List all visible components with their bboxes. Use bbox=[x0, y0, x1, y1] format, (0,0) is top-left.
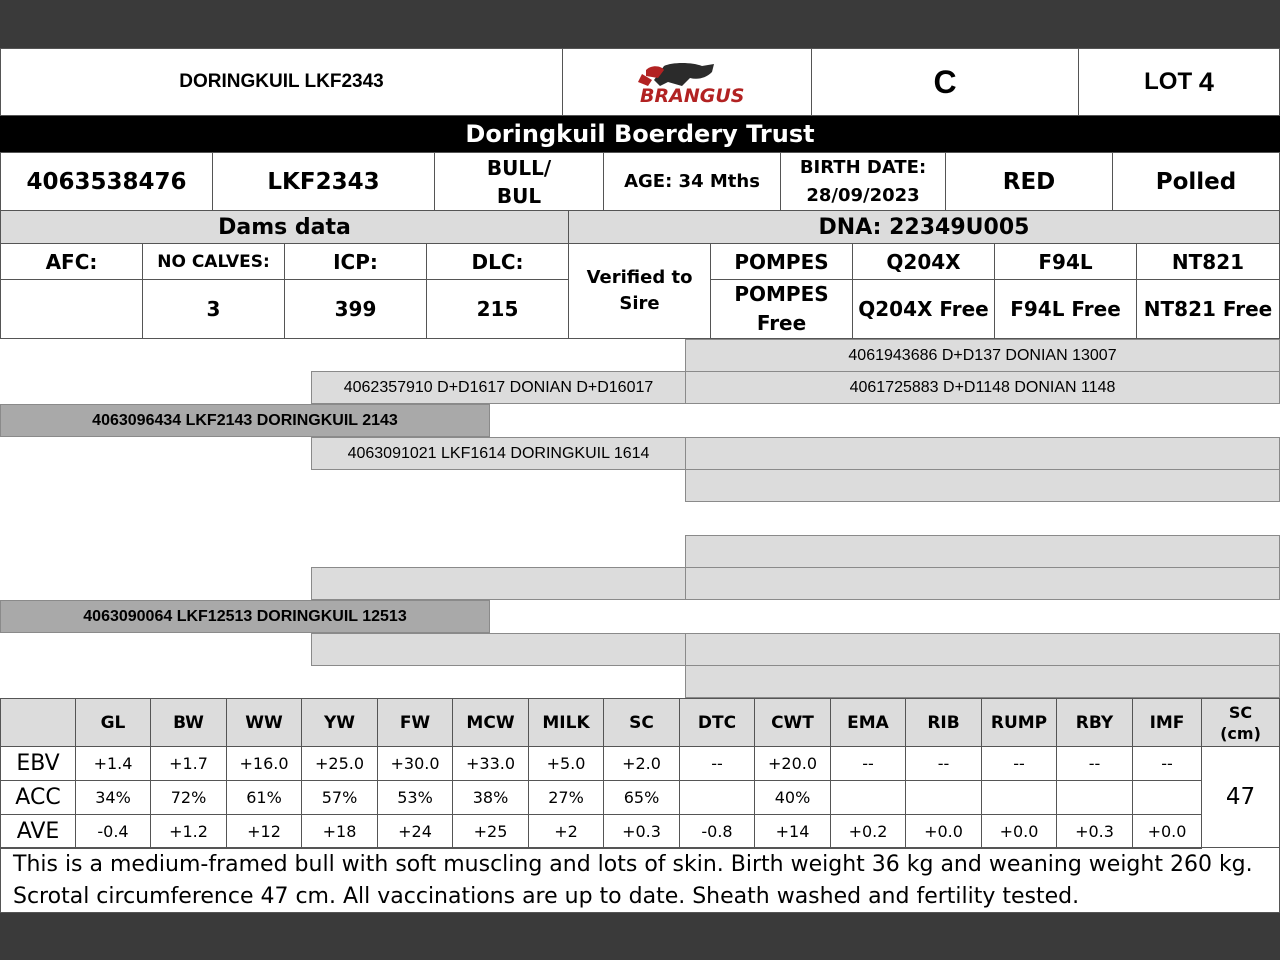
ebv-value-acc-sc: 65% bbox=[603, 780, 680, 815]
grade-letter: C bbox=[811, 48, 1079, 116]
ebv-value-ave-dtc: -0.8 bbox=[679, 814, 755, 849]
ebv-row-label-ave: AVE bbox=[0, 814, 76, 849]
ebv-value-acc-rib bbox=[905, 780, 982, 815]
id-number: 4063538476 bbox=[0, 152, 213, 211]
ebv-row-label-acc: ACC bbox=[0, 780, 76, 815]
ebv-value-ebv-rump: -- bbox=[981, 746, 1057, 781]
ebv-col-header-cwt: CWT bbox=[754, 698, 831, 747]
ebv-value-ebv-ww: +16.0 bbox=[226, 746, 302, 781]
svg-text:BRANGUS: BRANGUS bbox=[640, 85, 745, 107]
pedigree-dam-dam-sire bbox=[685, 633, 1280, 666]
ebv-value-ave-milk: +2 bbox=[528, 814, 604, 849]
dna-result-q204x: Q204X Free bbox=[852, 279, 995, 339]
ebv-col-header-rby: RBY bbox=[1056, 698, 1133, 747]
ebv-value-acc-rby bbox=[1056, 780, 1133, 815]
dna-result-nt821: NT821 Free bbox=[1136, 279, 1280, 339]
ebv-col-header-bw: BW bbox=[150, 698, 227, 747]
dna-result-pompes-line1: POMPES bbox=[734, 282, 829, 306]
ebv-value-ebv-yw: +25.0 bbox=[301, 746, 378, 781]
ebv-value-acc-milk: 27% bbox=[528, 780, 604, 815]
ebv-col-header-ema: EMA bbox=[830, 698, 906, 747]
ebv-value-ave-ema: +0.2 bbox=[830, 814, 906, 849]
ebv-col-header-milk: MILK bbox=[528, 698, 604, 747]
pedigree-sire-sire-dam: 4061725883 D+D1148 DONIAN 1148 bbox=[685, 371, 1280, 404]
ebv-value-ave-imf: +0.0 bbox=[1132, 814, 1202, 849]
verified-to-sire bbox=[568, 243, 711, 339]
pedigree-sire-sire: 4062357910 D+D1617 DONIAN D+D16017 bbox=[311, 371, 686, 404]
ebv-value-ebv-imf: -- bbox=[1132, 746, 1202, 781]
sc-cm-header bbox=[1201, 698, 1280, 747]
pedigree-dam-dam bbox=[311, 633, 686, 666]
ebv-col-header-imf: IMF bbox=[1132, 698, 1202, 747]
ebv-value-acc-mcw: 38% bbox=[452, 780, 529, 815]
dlc-label: DLC: bbox=[426, 243, 569, 280]
ebv-value-acc-gl: 34% bbox=[75, 780, 151, 815]
ebv-value-acc-imf bbox=[1132, 780, 1202, 815]
comments-text: This is a medium-framed bull with soft muscling and lots of skin. Birth weight 36 kg and weaning weight 260 kg. Scrotal circumference 47 cm. All vaccinations are up to date. Sheath washed and fertility tested. bbox=[0, 847, 1280, 913]
dams-data-title: Dams data bbox=[0, 210, 569, 244]
dna-test-nt821: NT821 bbox=[1136, 243, 1280, 280]
pedigree-dam-sire-dam bbox=[685, 567, 1280, 600]
ebv-value-ave-fw: +24 bbox=[377, 814, 453, 849]
horn-status-cell: Polled bbox=[1112, 152, 1280, 211]
owner-bar: Doringkuil Boerdery Trust bbox=[0, 116, 1280, 152]
ebv-col-header-gl: GL bbox=[75, 698, 151, 747]
dna-test-pompes: POMPES bbox=[710, 243, 853, 280]
verified-line2: Sire bbox=[619, 293, 660, 314]
dna-result-f94l: F94L Free bbox=[994, 279, 1137, 339]
sc-header-line1: SC bbox=[1228, 702, 1253, 722]
ebv-value-ebv-gl: +1.4 bbox=[75, 746, 151, 781]
ebv-value-ave-bw: +1.2 bbox=[150, 814, 227, 849]
sc-cm-value: 47 bbox=[1201, 746, 1280, 848]
ebv-col-header-rump: RUMP bbox=[981, 698, 1057, 747]
age-cell: AGE: 34 Mths bbox=[603, 152, 781, 211]
dna-result-pompes-line2: Free bbox=[756, 311, 807, 335]
birth-label: BIRTH DATE: bbox=[799, 156, 927, 178]
afc-label: AFC: bbox=[0, 243, 143, 280]
ebv-value-acc-dtc bbox=[679, 780, 755, 815]
ebv-col-header-ww: WW bbox=[226, 698, 302, 747]
bull-logo-icon bbox=[602, 56, 772, 108]
ebv-value-ave-sc: +0.3 bbox=[603, 814, 680, 849]
pedigree-sire-sire-sire: 4061943686 D+D137 DONIAN 13007 bbox=[685, 339, 1280, 372]
ebv-value-acc-rump bbox=[981, 780, 1057, 815]
ebv-value-ave-gl: -0.4 bbox=[75, 814, 151, 849]
pedigree-dam-sire bbox=[311, 567, 686, 600]
sc-header-line2: (cm) bbox=[1220, 723, 1261, 743]
lot-label: LOT bbox=[1144, 68, 1193, 95]
ebv-value-ebv-dtc: -- bbox=[679, 746, 755, 781]
dna-test-f94l: F94L bbox=[994, 243, 1137, 280]
ebv-value-acc-yw: 57% bbox=[301, 780, 378, 815]
ebv-value-ave-cwt: +14 bbox=[754, 814, 831, 849]
colour-cell: RED bbox=[945, 152, 1113, 211]
pedigree-sire-dam-dam bbox=[685, 469, 1280, 502]
lot-number: 4 bbox=[1198, 66, 1214, 97]
ebv-value-ave-mcw: +25 bbox=[452, 814, 529, 849]
herd-code: LKF2343 bbox=[212, 152, 435, 211]
verified-line1: Verified to bbox=[586, 267, 693, 288]
ebv-value-ave-rump: +0.0 bbox=[981, 814, 1057, 849]
ebv-value-ebv-cwt: +20.0 bbox=[754, 746, 831, 781]
ebv-row-label-ebv: EBV bbox=[0, 746, 76, 781]
ebv-value-ebv-rby: -- bbox=[1056, 746, 1133, 781]
ebv-value-ebv-rib: -- bbox=[905, 746, 982, 781]
birth-date: 28/09/2023 bbox=[806, 184, 920, 206]
birth-cell bbox=[780, 152, 946, 211]
ebv-value-ebv-milk: +5.0 bbox=[528, 746, 604, 781]
icp-label: ICP: bbox=[284, 243, 427, 280]
sex-cell bbox=[434, 152, 604, 211]
dlc-value: 215 bbox=[426, 279, 569, 339]
pedigree-dam-dam-dam bbox=[685, 665, 1280, 698]
brangus-logo bbox=[562, 48, 812, 116]
ebv-value-ebv-ema: -- bbox=[830, 746, 906, 781]
dna-title: DNA: 22349U005 bbox=[568, 210, 1280, 244]
ebv-value-acc-cwt: 40% bbox=[754, 780, 831, 815]
animal-name: DORINGKUIL LKF2343 bbox=[0, 48, 563, 116]
ebv-value-ebv-sc: +2.0 bbox=[603, 746, 680, 781]
ebv-corner-cell bbox=[0, 698, 76, 747]
pedigree-sire-dam: 4063091021 LKF1614 DORINGKUIL 1614 bbox=[311, 437, 686, 470]
sex-line2: BUL bbox=[496, 183, 542, 208]
ebv-col-header-rib: RIB bbox=[905, 698, 982, 747]
dna-test-q204x: Q204X bbox=[852, 243, 995, 280]
ebv-col-header-mcw: MCW bbox=[452, 698, 529, 747]
ebv-col-header-fw: FW bbox=[377, 698, 453, 747]
ebv-value-ebv-mcw: +33.0 bbox=[452, 746, 529, 781]
ebv-value-acc-ema bbox=[830, 780, 906, 815]
icp-value: 399 bbox=[284, 279, 427, 339]
no-calves-value: 3 bbox=[142, 279, 285, 339]
ebv-value-acc-ww: 61% bbox=[226, 780, 302, 815]
ebv-col-header-yw: YW bbox=[301, 698, 378, 747]
lot-box bbox=[1078, 48, 1280, 116]
afc-value bbox=[0, 279, 143, 339]
ebv-value-ebv-fw: +30.0 bbox=[377, 746, 453, 781]
ebv-value-acc-bw: 72% bbox=[150, 780, 227, 815]
pedigree-dam: 4063090064 LKF12513 DORINGKUIL 12513 bbox=[0, 600, 490, 633]
no-calves-label: NO CALVES: bbox=[142, 243, 285, 280]
ebv-value-ave-rby: +0.3 bbox=[1056, 814, 1133, 849]
ebv-col-header-dtc: DTC bbox=[679, 698, 755, 747]
dna-result-pompes bbox=[710, 279, 853, 339]
ebv-value-ave-rib: +0.0 bbox=[905, 814, 982, 849]
pedigree-dam-sire-sire bbox=[685, 535, 1280, 568]
pedigree-sire: 4063096434 LKF2143 DORINGKUIL 2143 bbox=[0, 404, 490, 437]
ebv-col-header-sc: SC bbox=[603, 698, 680, 747]
ebv-value-ebv-bw: +1.7 bbox=[150, 746, 227, 781]
ebv-value-ave-ww: +12 bbox=[226, 814, 302, 849]
sex-line1: BULL/ bbox=[486, 155, 552, 180]
ebv-value-ave-yw: +18 bbox=[301, 814, 378, 849]
pedigree-sire-dam-sire bbox=[685, 437, 1280, 470]
ebv-value-acc-fw: 53% bbox=[377, 780, 453, 815]
